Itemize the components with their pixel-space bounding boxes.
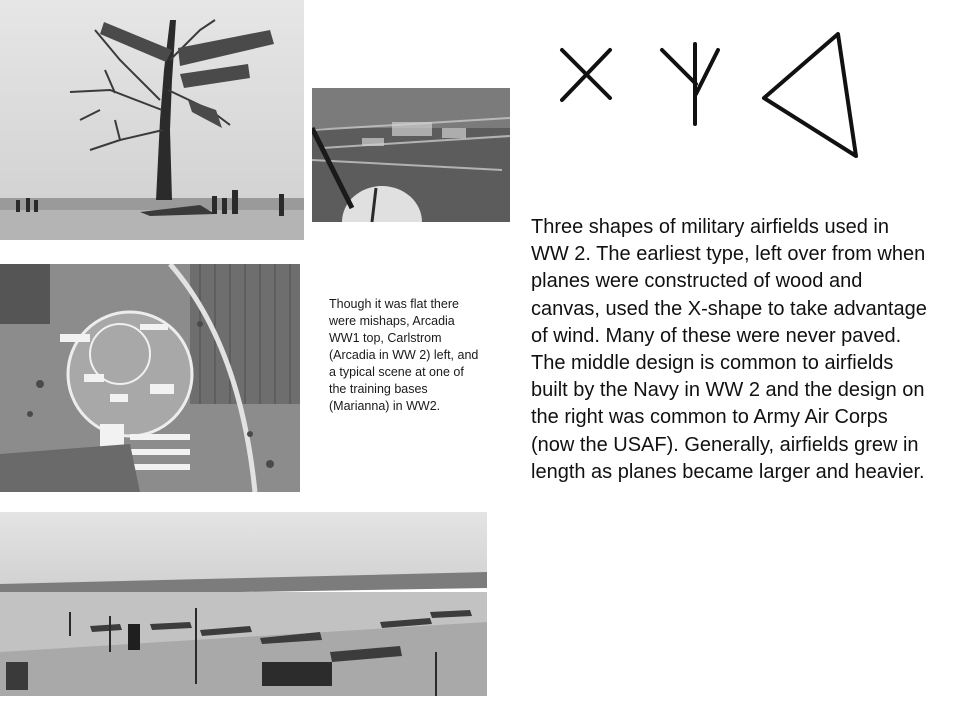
navy-y-shape-icon: [662, 44, 718, 124]
photo-marianna-flightline: [0, 512, 487, 696]
photo-aerial-arcadia: [312, 88, 510, 222]
photo-carlstrom-aerial: [0, 264, 300, 492]
airfield-shapes-diagram: [548, 24, 878, 164]
photo-caption: Though it was flat there were mishaps, Arcadia WW1 top, Carlstrom (Arcadia in WW 2) left, and a typical scene at one of the training bases (Marianna) in WW2.: [329, 297, 479, 413]
photo-biplane-in-tree: [0, 0, 304, 240]
triangle-shape-icon: [764, 34, 856, 156]
main-caption: Three shapes of military airfields used in WW 2. The earliest type, left over from when planes were constructed of wood and canvas, used the X-shape to take advantage of wind. Many of these were never paved. The middle design is common to airfields built by the Navy in WW 2 and the design on the right was common to Army Air Corps (now the USAF). Generally, airfields grew in length as planes became larger and heavier.: [531, 216, 927, 483]
x-shape-icon: [562, 50, 610, 100]
